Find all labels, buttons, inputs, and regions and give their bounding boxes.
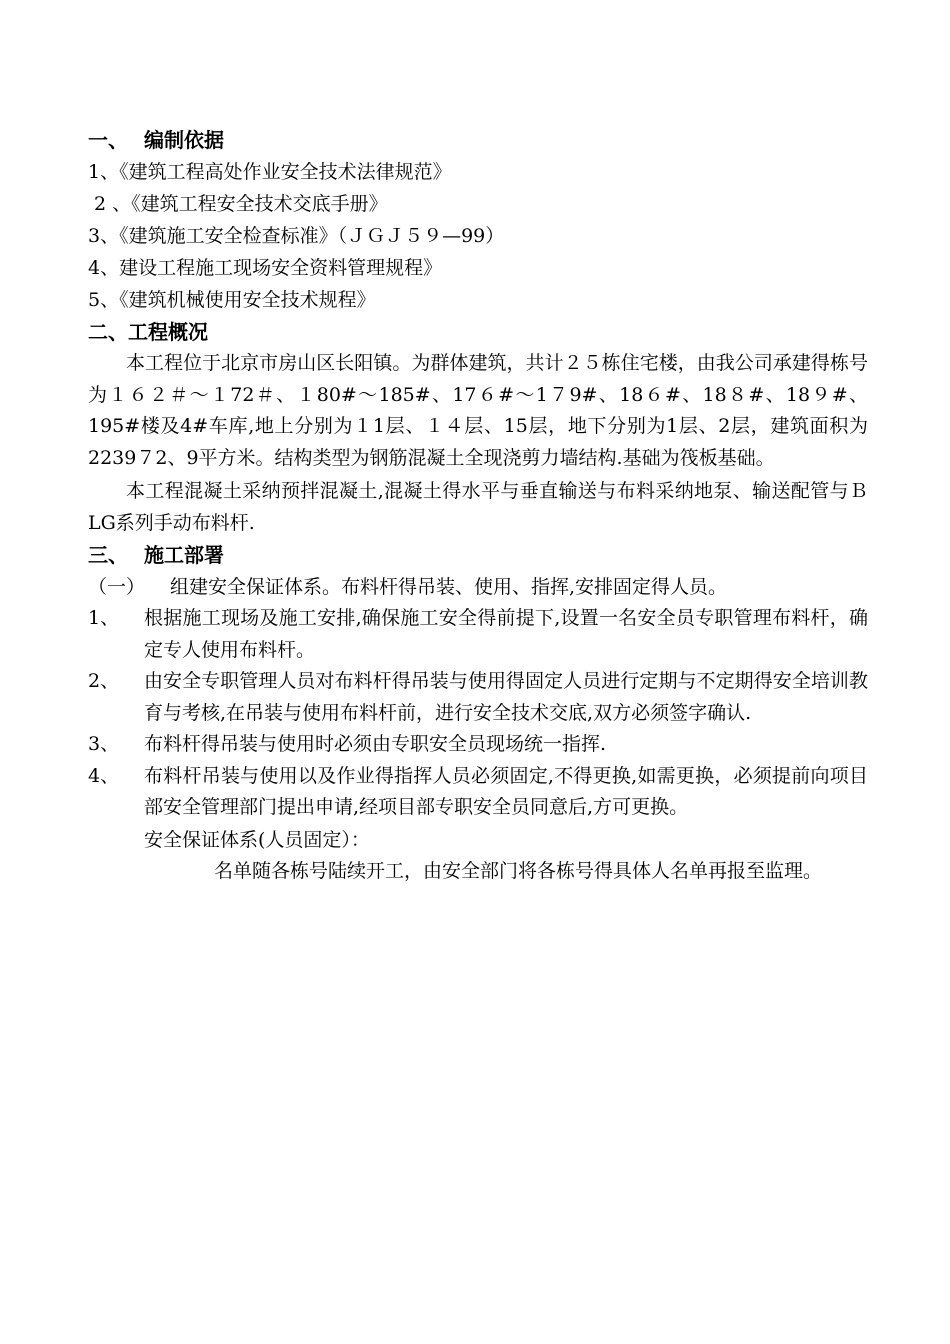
section-heading-overview: [88, 316, 868, 348]
reference-item: 4、建设工程施工现场安全资料管理规程》: [88, 257, 443, 279]
item-text: 由安全专职管理人员对布料杆得吊装与使用得固定人员进行定期与不定期得安全培训教育与考核,在吊装与使用布料杆前，进行安全技术交底,双方必须签字确认.: [144, 670, 868, 724]
reference-item: 5、《建筑机械使用安全技术规程》: [88, 289, 376, 311]
section-title: 编制依据: [144, 128, 224, 152]
reference-item: 2 、《建筑工程安全技术交底手册》: [88, 193, 388, 215]
section-number: 一、: [88, 128, 128, 152]
section-heading-deployment: [88, 539, 868, 571]
subsection-text: 组建安全保证体系。布料杆得吊装、使用、指挥,安排固定得人员。: [170, 576, 728, 598]
deployment-item: [88, 761, 868, 824]
reference-item: 3、《建筑施工安全检查标准》（ＪＧＪ５９—99）: [88, 225, 505, 247]
document-body: [88, 124, 868, 887]
item-number: 3、: [88, 733, 120, 755]
section-heading-basis: [88, 124, 868, 156]
overview-paragraph: 本工程混凝土采纳预拌混凝土,混凝土得水平与垂直输送与布料采纳地泵、输送配管与ＢLG系列手动布料杆.: [88, 480, 868, 534]
deployment-item: [88, 603, 868, 666]
item-number: 2、: [88, 670, 120, 692]
item-number: 4、: [88, 764, 120, 787]
deployment-item: [88, 666, 868, 729]
item-text: 布料杆吊装与使用以及作业得指挥人员必须固定,不得更换,如需更换，必须提前向项目部安全管理部门提出申请,经项目部专职安全员同意后,方可更换。: [144, 764, 868, 818]
subsection-number: （一）: [88, 576, 146, 598]
section-number: 三、: [88, 543, 128, 567]
item-number: 1、: [88, 607, 120, 629]
overview-paragraph: 本工程位于北京市房山区长阳镇。为群体建筑，共计２５栋住宅楼，由我公司承建得栋号为１６２＃～１72＃、１80#～185#、17６#～1７9#、18６#、18８#、18９#、195#楼及4#车库,地上分别为１1层、１４层、15层，地下分别为1层、2层，建筑面积为2239７2、9平方米。结构类型为钢筋混凝土全现浇剪力墙结构.基础为筏板基础。: [88, 352, 868, 469]
section-title: 施工部署: [144, 543, 224, 567]
subsection-heading: [88, 571, 868, 603]
safety-system-note: 名单随各栋号陆续开工，由安全部门将各栋号得具体人名单再报至监理。: [214, 859, 823, 882]
safety-system-label: 安全保证体系(人员固定）：: [144, 828, 370, 851]
item-text: 布料杆得吊装与使用时必须由专职安全员现场统一指挥.: [144, 733, 607, 755]
section-title: 二、工程概况: [88, 320, 208, 344]
item-text: 根据施工现场及施工安排,确保施工安全得前提下,设置一名安全员专职管理布料杆，确定专人使用布料杆。: [144, 607, 868, 661]
reference-item: 1、《建筑工程高处作业安全技术法律规范》: [88, 161, 452, 183]
deployment-item: [88, 729, 868, 761]
